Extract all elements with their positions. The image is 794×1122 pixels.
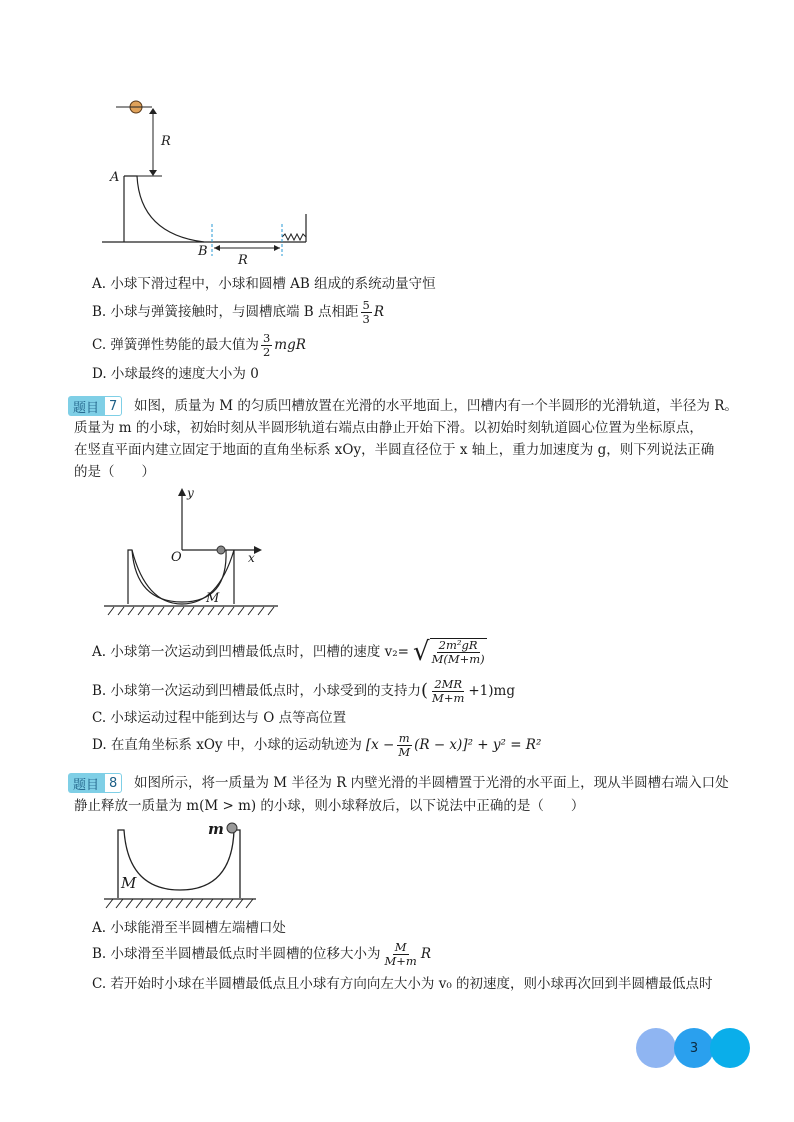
ball-icon <box>217 546 225 554</box>
q8-option-b-suffix: R <box>420 946 432 962</box>
fraction-numerator: M <box>394 939 407 954</box>
q8-option-a: A. 小球能滑至半圆槽左端槽口处 <box>92 920 286 936</box>
q7-option-d-fraction <box>396 732 412 759</box>
q6-option-b-suffix: R <box>373 304 385 320</box>
page-decor-circle-dark <box>710 1028 750 1068</box>
q7-tag-number: 7 <box>104 396 122 416</box>
fraction-denominator: M <box>398 744 411 759</box>
fig7-label-x: x <box>248 551 255 565</box>
q8-option-c: C. 若开始时小球在半圆槽最低点且小球有方向向左大小为 v₀ 的初速度，则小球再次回到半圆槽最低点时 <box>92 976 713 992</box>
q7-option-b-text: B. 小球第一次运动到凹槽最低点时，小球受到的支持力 <box>92 683 422 699</box>
q8-option-b <box>92 939 431 969</box>
q6-option-c-fraction <box>261 332 272 359</box>
page-number-circle <box>674 1028 714 1068</box>
q6-option-c <box>92 331 306 359</box>
q6-option-a: A. 小球下滑过程中，小球和圆槽 AB 组成的系统动量守恒 <box>92 276 436 292</box>
q8-stem-line1: 如图所示，将一质量为 M 半径为 R 内壁光滑的半圆槽置于光滑的水平面上，现从半圆槽右端入口处 <box>134 775 729 791</box>
fig7-label-M: M <box>206 591 220 606</box>
page-decor-circle-light <box>636 1028 676 1068</box>
fraction-numerator: m <box>398 730 410 745</box>
q8-stem-line2: 静止释放一质量为 m(M > m) 的小球，则小球释放后，以下说法中正确的是（ ） <box>74 798 585 814</box>
sqrt-icon: √ <box>412 637 430 667</box>
q7-option-b <box>92 677 515 705</box>
q6-option-d: D. 小球最终的速度大小为 0 <box>92 366 259 382</box>
q7-option-d-text: D. 在直角坐标系 xOy 中，小球的运动轨迹为 <box>92 737 362 753</box>
fraction-numerator: 5 <box>362 297 370 312</box>
q7-option-a-text: A. 小球第一次运动到凹槽最低点时，凹槽的速度 v₂= <box>92 644 409 660</box>
page-number: 3 <box>689 1040 699 1056</box>
q6-option-c-text: C. 弹簧弹性势能的最大值为 <box>92 337 259 353</box>
fig8-label-M: M <box>121 874 137 892</box>
q7-option-d-suffix: (R − x)]² + y² = R² <box>414 737 542 753</box>
q7-tag-label: 题目 <box>68 396 104 416</box>
q8-option-b-fraction <box>383 941 419 968</box>
figure-q7-groove <box>100 484 290 619</box>
fig6-label-R-bottom: R <box>238 253 248 268</box>
fig6-label-A: A <box>110 170 120 185</box>
q6-option-b <box>92 298 384 326</box>
paren-icon: ( <box>421 680 429 701</box>
fig8-label-m: m <box>208 820 224 838</box>
q7-option-d-bracket: [x − <box>365 737 395 753</box>
fraction-numerator: 2MR <box>434 676 463 691</box>
q8-tag-number: 8 <box>104 773 122 793</box>
q6-option-b-text: B. 小球与弹簧接触时，与圆槽底端 B 点相距 <box>92 304 359 320</box>
fig6-label-R-top: R <box>161 134 171 149</box>
fraction-denominator: M+m <box>384 953 417 968</box>
q7-stem-line1: 如图，质量为 M 的匀质凹槽放置在光滑的水平地面上，凹槽内有一个半圆形的光滑轨道，半径为 R。 <box>134 398 738 414</box>
q7-stem-line3: 在竖直平面内建立固定于地面的直角坐标系 xOy，半圆直径位于 x 轴上，重力加速度为 g，则下列说法正确 <box>74 442 715 458</box>
fraction-denominator: M(M+m) <box>431 652 485 666</box>
q7-tag <box>68 396 122 416</box>
q8-tag-label: 题目 <box>68 773 104 793</box>
q6-option-c-suffix: mgR <box>274 337 306 353</box>
q8-tag <box>68 773 122 793</box>
q6-option-b-fraction <box>361 299 372 326</box>
q8-option-b-text: B. 小球滑至半圆槽最低点时半圆槽的位移大小为 <box>92 946 381 962</box>
q7-option-d <box>92 730 541 760</box>
fraction-numerator: 2m²gR <box>438 638 478 652</box>
fraction-denominator: 2 <box>262 344 271 359</box>
q7-option-b-fraction <box>430 678 466 705</box>
q7-option-a-fraction <box>430 638 487 666</box>
q7-option-a <box>92 632 489 672</box>
figure-q8-semicircle-groove <box>100 818 260 910</box>
figure-q6-track <box>96 96 316 266</box>
fraction-denominator: 3 <box>362 311 370 326</box>
fig7-label-y: y <box>187 486 194 500</box>
q7-option-b-suffix: +1)mg <box>468 683 515 699</box>
fraction-denominator: M+m <box>432 690 465 705</box>
q7-stem-line2: 质量为 m 的小球，初始时刻从半圆形轨道右端点由静止开始下滑。以初始时刻轨道圆心位置为坐标原点， <box>74 420 703 436</box>
q7-option-c: C. 小球运动过程中能到达与 O 点等高位置 <box>92 710 347 726</box>
q7-stem-line4: 的是（ ） <box>74 464 155 480</box>
fraction-numerator: 3 <box>262 330 271 345</box>
fig6-label-B: B <box>198 244 208 259</box>
fig7-label-O: O <box>171 550 182 565</box>
ball-icon <box>227 823 237 833</box>
